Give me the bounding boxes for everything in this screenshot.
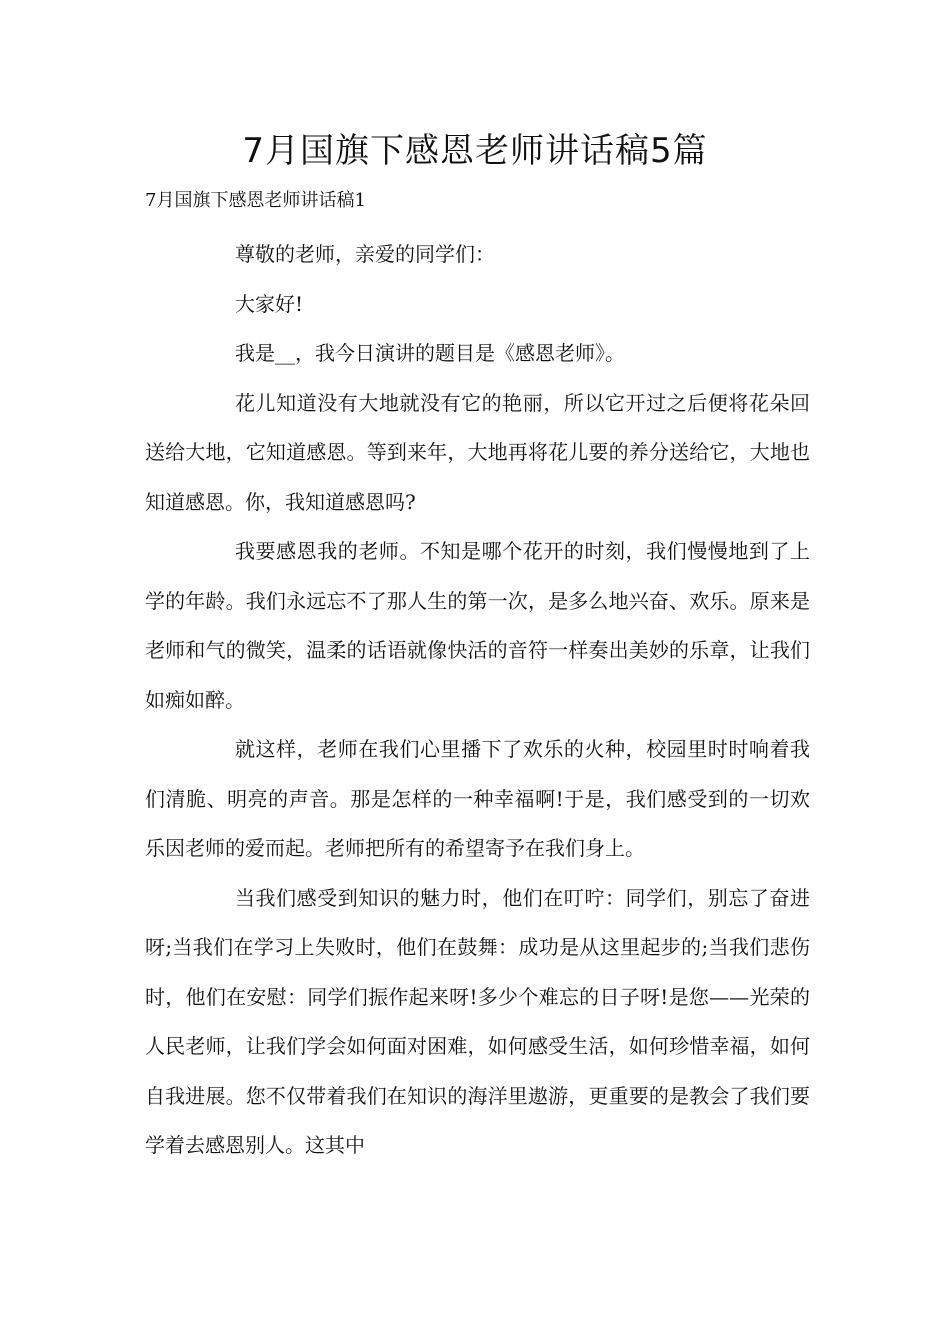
body-paragraph: 就这样，老师在我们心里播下了欢乐的火种，校园里时时响着我们清脆、明亮的声音。那是怎样的一种幸福啊!于是，我们感受到的一切欢乐因老师的爱而起。老师把所有的希望寄予在我们身上。 (145, 737, 810, 860)
document-title: 7月国旗下感恩老师讲话稿5篇 (242, 131, 708, 171)
body-paragraph: 我要感恩我的老师。不知是哪个花开的时刻，我们慢慢地到了上学的年龄。我们永远忘不了那人生的第一次，是多么地兴奋、欢乐。原来是老师和气的微笑，温柔的话语就像快活的音符一样奏出美妙的乐章，让我们如痴如醉。 (145, 539, 810, 712)
salutation-paragraph: 尊敬的老师，亲爱的同学们： (235, 242, 495, 266)
greeting-paragraph: 大家好! (235, 291, 304, 316)
introduction-paragraph: 我是__，我今日演讲的题目是《感恩老师》。 (235, 341, 625, 365)
document-body (145, 230, 810, 1171)
document-subtitle: 7月国旗下感恩老师讲话稿1 (145, 190, 366, 211)
body-paragraph: 花儿知道没有大地就没有它的艳丽，所以它开过之后便将花朵回送给大地，它知道感恩。等到来年，大地再将花儿要的养分送给它，大地也知道感恩。你，我知道感恩吗? (145, 390, 810, 514)
body-paragraph: 当我们感受到知识的魅力时，他们在叮咛：同学们，别忘了奋进呀;当我们在学习上失败时，他们在鼓舞：成功是从这里起步的;当我们悲伤时，他们在安慰：同学们振作起来呀!多少个难忘的日子呀!是您——光荣的人民老师，让我们学会如何面对困难，如何感受生活，如何珍惜幸福，如何自我进展。您不仅带着我们在知识的海洋里遨游，更重要的是教会了我们要学着去感恩别人。这其中 (145, 885, 810, 1157)
